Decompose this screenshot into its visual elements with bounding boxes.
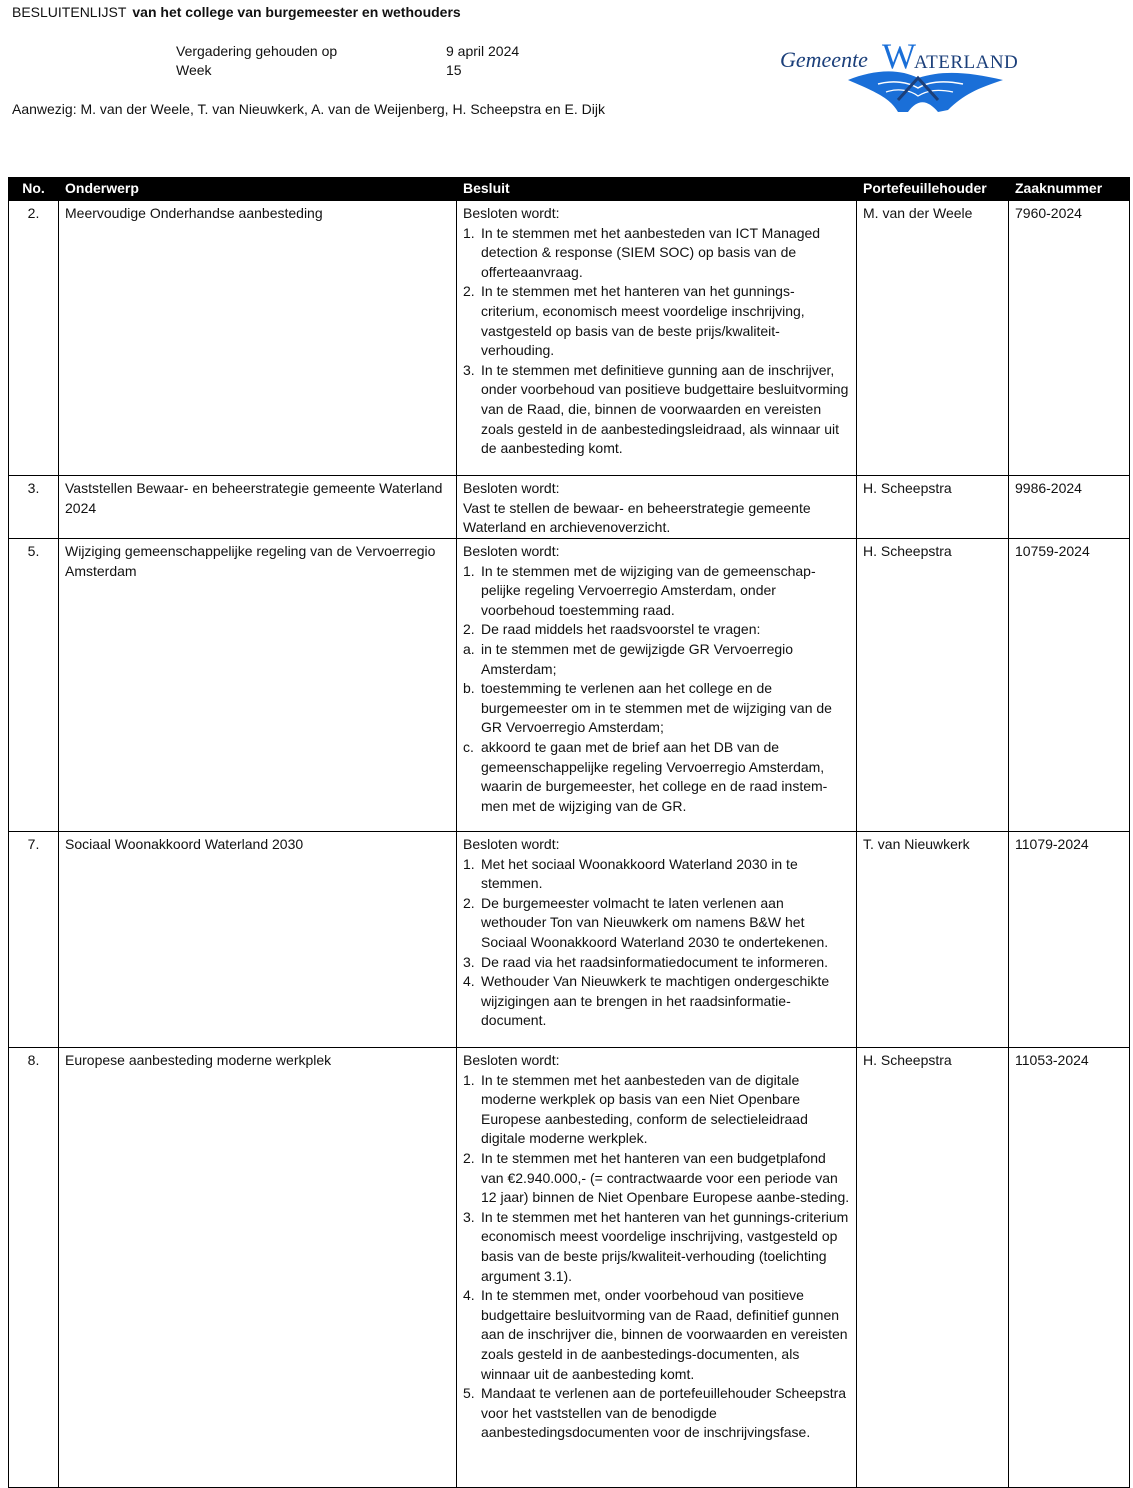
row-decision <box>457 201 857 476</box>
header-decision: Besluit <box>457 178 857 201</box>
row-decision <box>457 832 857 1048</box>
decision-intro: Besloten wordt: <box>463 480 560 496</box>
decision-item: 2. De burgemeester volmacht te laten verlenen aan wethouder Ton van Nieuwkerk om namens B&W het Sociaal Woonakkoord Waterland 2030 te ondertekenen. <box>463 894 829 950</box>
meeting-label: Vergadering gehouden op <box>176 43 338 59</box>
row-holder: H. Scheepstra <box>857 539 1009 832</box>
decision-item: 2. In te stemmen met het hanteren van het gunnings-criterium, economisch meest voordelige inschrijving, vastgesteld op basis van de beste prijs/kwaliteit-verhouding. <box>463 283 805 359</box>
row-subject: Wijziging gemeenschappelijke regeling van de Vervoerregio Amsterdam <box>59 539 457 832</box>
row-case: 11079-2024 <box>1009 832 1130 1048</box>
decision-item: 4. In te stemmen met, onder voorbehoud van positieve budgettaire besluitvorming van de Raad, definitief gunnen aan de inschrijver die, binnen de voorwaarden en vereisten zoals gesteld in de aanbestedings-documenten, als winnaar uit de aanbesteding komt. <box>463 1287 848 1382</box>
decision-item: b. toestemming te verlenen aan het college en de burgemeester om in te stemmen met de wijziging van de GR Vervoerregio Amsterdam; <box>463 680 832 736</box>
decision-item: 1. In te stemmen met de wijziging van de gemeenschap-pelijke regeling Vervoerregio Amsterdam, onder voorbehoud toestemming raad. <box>463 562 816 618</box>
decision-intro: Besloten wordt: <box>463 205 560 221</box>
decisions-table <box>8 177 1130 1488</box>
row-holder: H. Scheepstra <box>857 476 1009 539</box>
table-row <box>9 1048 1130 1488</box>
decision-item: 2. De raad middels het raadsvoorstel te vragen: <box>463 621 761 638</box>
logo-text-gemeente: Gemeente <box>780 47 868 72</box>
meeting-date: 9 april 2024 <box>446 43 520 59</box>
header-subject: Onderwerp <box>59 178 457 201</box>
logo-text-w: W <box>882 40 916 76</box>
decision-item: 3. De raad via het raadsinformatiedocument te informeren. <box>463 953 829 970</box>
row-subject: Vaststellen Bewaar- en beheerstrategie gemeente Waterland 2024 <box>59 476 457 539</box>
document-title <box>12 4 461 20</box>
row-decision <box>457 1048 857 1488</box>
decision-item: 2. In te stemmen met het hanteren van een budgetplafond van €2.940.000,- (= contractwaarde voor een periode van 12 jaar) binnen de Niet Openbare Europese aanbe-steding. <box>463 1149 850 1206</box>
row-subject: Europese aanbesteding moderne werkplek <box>59 1048 457 1488</box>
decision-item: a. in te stemmen met de gewijzigde GR Vervoerregio Amsterdam; <box>463 640 794 677</box>
table-row <box>9 832 1130 1048</box>
table-row <box>9 201 1130 476</box>
row-case: 11053-2024 <box>1009 1048 1130 1488</box>
decision-item: 1. In te stemmen met het aanbesteden van ICT Managed detection & response (SIEM SOC) op basis van de offerteaanvraag. <box>463 224 821 280</box>
row-no: 8. <box>9 1048 59 1488</box>
row-no: 7. <box>9 832 59 1048</box>
row-no: 3. <box>9 476 59 539</box>
attendees: Aanwezig: M. van der Weele, T. van Nieuwkerk, A. van de Weijenberg, H. Scheepstra en E. Dijk <box>12 101 605 117</box>
row-subject: Meervoudige Onderhandse aanbesteding <box>59 201 457 476</box>
title-prefix: BESLUITENLIJST <box>12 4 127 20</box>
row-case: 9986-2024 <box>1009 476 1130 539</box>
decision-item: 1. In te stemmen met het aanbesteden van de digitale moderne werkplek op basis van een Niet Openbare Europese aanbesteding, conform de selectieleidraad digitale moderne werkplek. <box>463 1071 808 1147</box>
gemeente-waterland-logo <box>778 40 1040 114</box>
table-row <box>9 539 1130 832</box>
row-no: 5. <box>9 539 59 832</box>
decision-item: 4. Wethouder Van Nieuwkerk te machtigen ondergeschikte wijzigingen aan te brengen in het raadsinformatie-document. <box>463 973 830 1029</box>
row-case: 7960-2024 <box>1009 201 1130 476</box>
row-subject: Sociaal Woonakkoord Waterland 2030 <box>59 832 457 1048</box>
title-main: van het college van burgemeester en wethouders <box>132 4 461 20</box>
meeting-meta <box>176 42 519 80</box>
header-case: Zaaknummer <box>1009 178 1130 201</box>
logo-text-aterland: ATERLAND <box>914 52 1019 73</box>
row-decision <box>457 539 857 832</box>
header-holder: Portefeuillehouder <box>857 178 1009 201</box>
decision-intro: Besloten wordt: <box>463 543 560 559</box>
row-holder: M. van der Weele <box>857 201 1009 476</box>
header-no: No. <box>9 178 59 201</box>
decision-item: 3. In te stemmen met definitieve gunning aan de inschrijver, onder voorbehoud van positieve budgettaire besluitvorming van de Raad, die, binnen de voorwaarden en vereisten zoals gesteld in de aanbestedingsleidraad, als winnaar uit de aanbesteding komt. <box>463 361 849 457</box>
logo-wave-icon <box>848 71 1003 112</box>
decision-intro: Besloten wordt: <box>463 1052 560 1068</box>
table-header-row <box>9 178 1130 201</box>
decision-item: 3. In te stemmen met het hanteren van het gunnings-criterium economisch meest voordelige inschrijving, vastgesteld op basis van de beste prijs/kwaliteit-verhouding (toelichting argument 3.1). <box>463 1208 849 1284</box>
row-decision <box>457 476 857 539</box>
decision-intro: Besloten wordt: <box>463 836 560 852</box>
row-holder: H. Scheepstra <box>857 1048 1009 1488</box>
table-row <box>9 476 1130 539</box>
decision-item: 1. Met het sociaal Woonakkoord Waterland 2030 in te stemmen. <box>463 855 798 892</box>
row-holder: T. van Nieuwkerk <box>857 832 1009 1048</box>
row-no: 2. <box>9 201 59 476</box>
decision-item: c. akkoord te gaan met de brief aan het DB van de gemeenschappelijke regeling Vervoerregio Amsterdam, waarin de burgemeester, het college en de raad instem-men met de wijziging van de GR. <box>463 738 828 814</box>
decision-item: 5. Mandaat te verlenen aan de portefeuillehouder Scheepstra voor het vaststellen van de benodigde aanbestedingsdocumenten voor de inschrijvingsfase. <box>463 1385 847 1441</box>
decision-text: Vast te stellen de bewaar- en beheerstrategie gemeente Waterland en archievenoverzicht. <box>463 499 811 536</box>
row-case: 10759-2024 <box>1009 539 1130 832</box>
week-label: Week <box>176 62 212 78</box>
week-value: 15 <box>446 62 462 78</box>
